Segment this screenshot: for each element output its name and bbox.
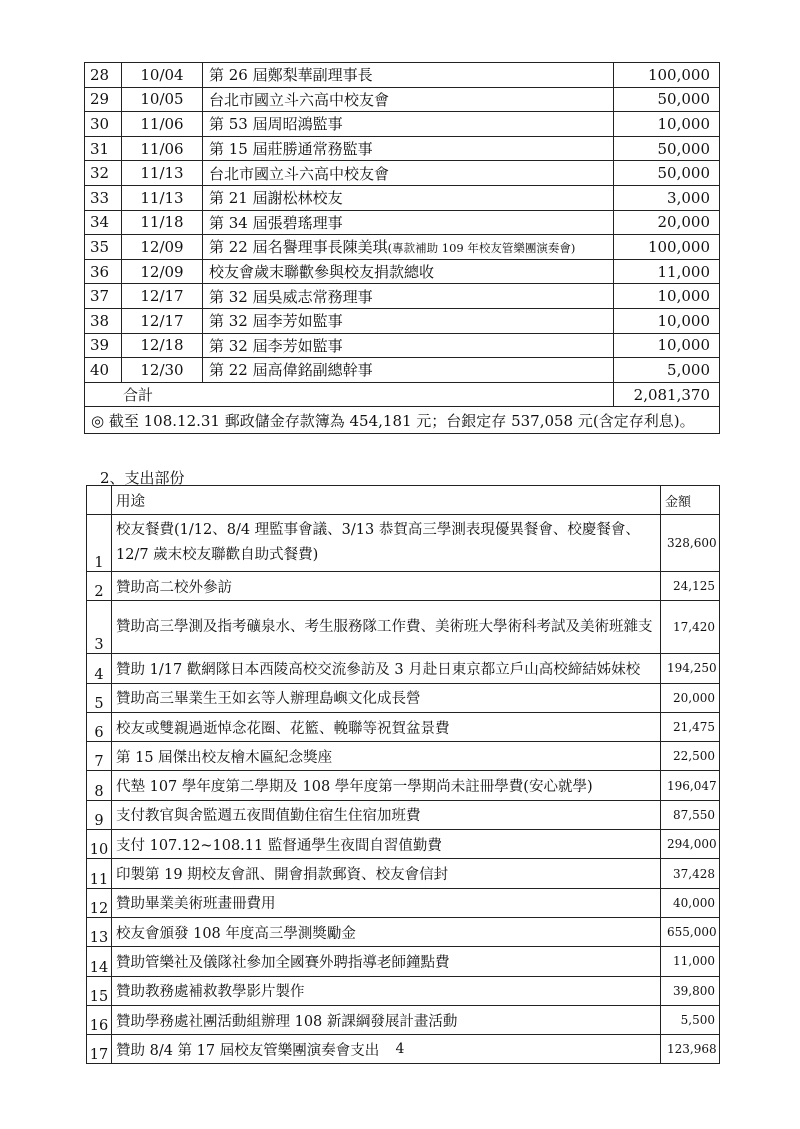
income-row-number: 38 (85, 308, 122, 333)
income-row-date: 11/06 (122, 136, 203, 161)
income-row-date: 11/13 (122, 161, 203, 186)
expense-row-number: 12 (87, 888, 112, 917)
expense-row (87, 976, 720, 1005)
expense-row-amount: 655,000 (661, 917, 720, 946)
expense-row-use: 贊助高三畢業生王如玄等人辦理島嶼文化成長營 (112, 683, 661, 712)
expense-row-amount: 40,000 (661, 888, 720, 917)
income-table (84, 62, 720, 434)
income-row-number: 33 (85, 185, 122, 210)
expense-row-number: 10 (87, 830, 112, 859)
income-row-date: 12/17 (122, 284, 203, 309)
income-row-donor (203, 210, 614, 235)
income-row-donor (203, 112, 614, 137)
income-row (85, 161, 720, 186)
expense-row-number: 17 (87, 1035, 112, 1064)
expense-row-use: 贊助高三學測及指考礦泉水、考生服務隊工作費、美術班大學術科考試及美術班雜支 (112, 601, 661, 654)
income-total-amount: 2,081,370 (614, 382, 720, 407)
expense-row-use: 贊助高二校外參訪 (112, 572, 661, 601)
expense-row-amount: 194,250 (661, 654, 720, 683)
income-total-row (85, 382, 720, 407)
income-row-amount: 10,000 (614, 284, 720, 309)
expense-row-use: 贊助畢業美術班畫冊費用 (112, 888, 661, 917)
income-row-amount: 50,000 (614, 87, 720, 112)
income-row-donor-name: 台北市國立斗六高中校友會 (209, 164, 390, 183)
income-row-number: 29 (85, 87, 122, 112)
expense-row (87, 859, 720, 888)
expense-row-number: 13 (87, 917, 112, 946)
income-balance-note: ◎ 截至 108.12.31 郵政儲金存款簿為 454,181 元；台銀定存 537,058 元(含定存利息)。 (85, 407, 720, 434)
income-row-donor (203, 358, 614, 383)
income-row-donor-name: 第 21 屆謝松林校友 (209, 189, 343, 208)
expense-row (87, 771, 720, 800)
income-row-donor-name: 第 15 屆莊勝通常務監事 (209, 140, 373, 159)
income-row (85, 185, 720, 210)
expense-row (87, 742, 720, 771)
expense-row-number: 15 (87, 976, 112, 1005)
income-row-date: 12/18 (122, 333, 203, 358)
expense-row-number: 5 (87, 683, 112, 712)
income-row (85, 333, 720, 358)
expense-row (87, 515, 720, 572)
income-row-date: 11/06 (122, 112, 203, 137)
expense-row-use: 代墊 107 學年度第二學期及 108 學年度第一學期尚未註冊學費(安心就學) (112, 771, 661, 800)
page-number: 4 (395, 1041, 405, 1057)
income-row-date: 12/09 (122, 259, 203, 284)
income-row-amount: 50,000 (614, 161, 720, 186)
expense-row-amount: 5,500 (661, 1005, 720, 1034)
expense-row-use: 贊助 1/17 歡網隊日本西陵高校交流參訪及 3 月赴日東京都立戶山高校締結姊妹校 (112, 654, 661, 683)
expense-row-amount: 11,000 (661, 947, 720, 976)
income-row-amount: 3,000 (614, 185, 720, 210)
income-row-amount: 10,000 (614, 308, 720, 333)
expense-row (87, 917, 720, 946)
income-row-donor-name: 第 34 屆張碧瑤理事 (209, 213, 343, 232)
income-row-donor (203, 161, 614, 186)
expense-header-no (87, 486, 112, 515)
expense-row-number: 9 (87, 800, 112, 829)
income-row-number: 40 (85, 358, 122, 383)
income-row-date: 11/18 (122, 210, 203, 235)
expense-row-use: 支付 107.12~108.11 監督通學生夜間自習值勤費 (112, 830, 661, 859)
income-row-number: 37 (85, 284, 122, 309)
income-row-date: 10/05 (122, 87, 203, 112)
income-row-donor (203, 136, 614, 161)
expense-row (87, 888, 720, 917)
income-row-date: 11/13 (122, 185, 203, 210)
expense-row-amount: 24,125 (661, 572, 720, 601)
expense-row-number: 1 (87, 515, 112, 572)
income-row-number: 31 (85, 136, 122, 161)
expense-row (87, 947, 720, 976)
expense-row (87, 654, 720, 683)
income-row-amount: 100,000 (614, 63, 720, 88)
income-row-number: 34 (85, 210, 122, 235)
expense-row (87, 601, 720, 654)
income-table-body (85, 63, 720, 434)
expense-row (87, 830, 720, 859)
income-row-date: 10/04 (122, 63, 203, 88)
expense-row-number: 16 (87, 1005, 112, 1034)
income-row-donor-name: 第 22 屆高偉銘副總幹事 (209, 361, 373, 380)
expense-row-amount: 22,500 (661, 742, 720, 771)
expense-row-amount: 328,600 (661, 515, 720, 572)
income-row-amount: 10,000 (614, 333, 720, 358)
income-row-donor (203, 259, 614, 284)
income-row-amount: 10,000 (614, 112, 720, 137)
income-row-amount: 100,000 (614, 235, 720, 260)
expense-row-number: 6 (87, 712, 112, 741)
expense-header-row (87, 486, 720, 515)
expense-row (87, 712, 720, 741)
income-row-number: 30 (85, 112, 122, 137)
income-row-donor (203, 308, 614, 333)
expense-row-use: 校友或雙親過逝悼念花圈、花籃、輓聯等祝賀盆景費 (112, 712, 661, 741)
income-row-donor (203, 63, 614, 88)
expense-row-use: 支付教官與舍監週五夜間值勤住宿生住宿加班費 (112, 800, 661, 829)
expense-row-use: 贊助 8/4 第 17 屆校友管樂團演奏會支出 (112, 1035, 661, 1064)
expense-row-number: 14 (87, 947, 112, 976)
expense-row-number: 7 (87, 742, 112, 771)
expense-row-use: 第 15 屆傑出校友檜木匾紀念獎座 (112, 742, 661, 771)
income-row-donor (203, 333, 614, 358)
income-row-donor-name: 校友會歲末聯歡參與校友捐款總收 (209, 263, 435, 282)
income-row-number: 39 (85, 333, 122, 358)
expense-row-use: 校友餐費(1/12、8/4 理監事會議、3/13 恭賀高三學測表現優異餐會、校慶餐會、12/7 歲末校友聯歡自助式餐費) (112, 515, 661, 572)
income-row-donor (203, 185, 614, 210)
income-row-date: 12/30 (122, 358, 203, 383)
income-note-row (85, 407, 720, 434)
expense-row (87, 572, 720, 601)
expense-row-use: 贊助學務處社團活動組辦理 108 新課綱發展計畫活動 (112, 1005, 661, 1034)
income-row (85, 136, 720, 161)
expense-row-number: 8 (87, 771, 112, 800)
expense-row-amount: 37,428 (661, 859, 720, 888)
expense-table (86, 485, 720, 1064)
income-row-donor (203, 235, 614, 260)
expense-row-amount: 17,420 (661, 601, 720, 654)
income-row-amount: 5,000 (614, 358, 720, 383)
expense-section-title: 2、支出部份 (100, 469, 185, 487)
expense-row-amount: 196,047 (661, 771, 720, 800)
income-row-donor (203, 284, 614, 309)
income-row-donor-name: 第 53 屆周昭鴻監事 (209, 115, 343, 134)
income-row-donor-name: 第 32 屆吳威志常務理事 (209, 287, 373, 306)
expense-row-amount: 123,968 (661, 1035, 720, 1064)
expense-row (87, 1005, 720, 1034)
income-row (85, 308, 720, 333)
income-row-donor-name: 第 32 屆李芳如監事 (209, 312, 343, 331)
expense-row-number: 11 (87, 859, 112, 888)
income-row-donor-name: 第 26 屆鄭梨華副理事長 (209, 66, 373, 85)
income-row (85, 235, 720, 260)
expense-row (87, 800, 720, 829)
expense-row-number: 2 (87, 572, 112, 601)
income-row-donor-name: 台北市國立斗六高中校友會 (209, 90, 390, 109)
expense-row-use: 印製第 19 期校友會訊、開會捐款郵資、校友會信封 (112, 859, 661, 888)
income-row (85, 87, 720, 112)
expense-table-body (87, 486, 720, 1064)
income-row-donor-note: (專款補助 109 年校友管樂團演奏會) (387, 241, 576, 256)
income-row-date: 12/09 (122, 235, 203, 260)
expense-row-use: 校友會頒發 108 年度高三學測獎勵金 (112, 917, 661, 946)
income-row-date: 12/17 (122, 308, 203, 333)
income-row-number: 36 (85, 259, 122, 284)
expense-header-amount: 金額 (661, 486, 720, 515)
income-row-number: 28 (85, 63, 122, 88)
income-row (85, 210, 720, 235)
expense-row-amount: 87,550 (661, 800, 720, 829)
income-row (85, 358, 720, 383)
income-row-donor (203, 87, 614, 112)
expense-row-amount: 39,800 (661, 976, 720, 1005)
expense-row-amount: 21,475 (661, 712, 720, 741)
income-row-donor-name: 第 22 屆名譽理事長陳美琪 (209, 238, 388, 257)
expense-row-use: 贊助管樂社及儀隊社參加全國賽外聘指導老師鐘點費 (112, 947, 661, 976)
income-row-donor-name: 第 32 屆李芳如監事 (209, 336, 343, 355)
income-row (85, 63, 720, 88)
expense-row-number: 3 (87, 601, 112, 654)
expense-row-use: 贊助教務處補救教學影片製作 (112, 976, 661, 1005)
expense-row (87, 683, 720, 712)
income-row (85, 259, 720, 284)
income-row-number: 35 (85, 235, 122, 260)
income-row (85, 112, 720, 137)
expense-row-amount: 294,000 (661, 830, 720, 859)
expense-row-number: 4 (87, 654, 112, 683)
income-row-amount: 20,000 (614, 210, 720, 235)
income-row-amount: 50,000 (614, 136, 720, 161)
expense-row-amount: 20,000 (661, 683, 720, 712)
income-row-number: 32 (85, 161, 122, 186)
income-row (85, 284, 720, 309)
income-row-amount: 11,000 (614, 259, 720, 284)
expense-header-use: 用途 (112, 486, 661, 515)
income-total-label: 合計 (85, 382, 614, 407)
